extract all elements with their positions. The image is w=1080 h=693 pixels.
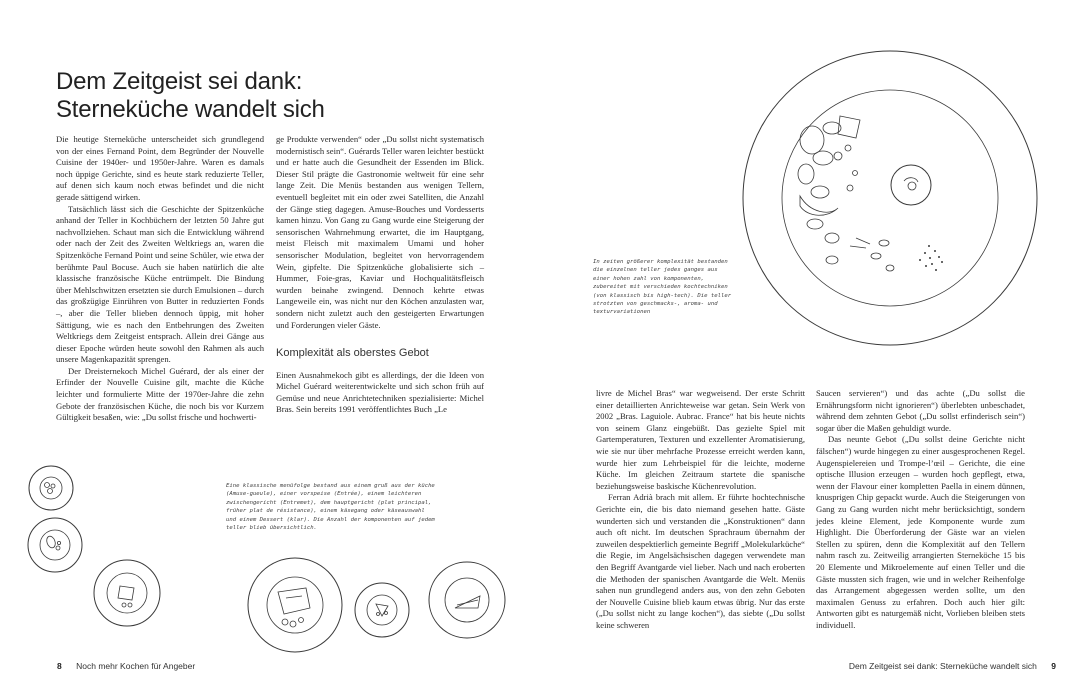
paragraph: Einen Ausnahmekoch gibt es allerdings, der die Ideen von Michel Guérard weiterentwickelte und sich schon früh auf Gemüse und neue Anrichtetechniken spezialisierte: Michel Bras. Sein bereits 1991 veröffentlichtes Buch „Le (276, 369, 484, 415)
paragraph: Saucen servieren“) und das achte („Du sollst die Ernährungsform nicht ignorieren“) überlebten unbeschadet, während dem zehnten Gebot („Du sollst erfinderisch sein“) sogar über die Maßen gehuldigt wurde. (816, 388, 1025, 433)
body-column-2 (276, 134, 484, 416)
plate-components-icon (798, 116, 943, 271)
plate-well-icon (782, 90, 998, 306)
plate-dessert-icon (429, 562, 505, 638)
paragraph: ge Produkte verwenden“ oder „Du sollst nicht systematisch modernistisch sein“. Guérards Teller waren leichter bestückt und er hatte auch die Gesundheit der Essenden im Blick. Dieser Stil prägte die Gastronomie weltweit für eine sehr lange Zeit. Die Menüs bestanden aus wenigen Tellern, eventuell begleitet mit ein oder zwei Satelliten, die Anzahl der Gänge stieg dagegen. Amuse-Bouches und Vordesserts kamen hinzu. Von Gang zu Gang wurde eine Steigerung der sensorischen Wahrnehmung erwartet, die im Hauptgang, meist Fleisch mit maximalem Umami und hoher sensorischer Modulation, begleitet von hervorragendem Wein, gipfelte. Die Spitzenküche globalisierte sich – Hummer, Foie-gras, Kaviar und Hochqualitätsfleisch wurden beinahe zwingend. Dennoch kehrte etwas Langeweile ein, was nicht nur den Köchen anzulasten war, sondern nicht zuletzt auch den gesteigerten Erwartungen und Forderungen vieler Gäste. (276, 134, 484, 330)
title-line-1: Dem Zeitgeist sei dank: (56, 68, 303, 95)
large-plate-icon (743, 51, 1037, 345)
paragraph: livre de Michel Bras“ war wegweisend. Der erste Schritt einer detaillierten Anrichteweise war getan. Sein Werk von 2002 „Bras. Laguiole. Aubrac. France“ hat bis heute nichts von seinem Glanz eingebüßt. Das gezielte Spiel mit Gartemperaturen, Texturen und exzellenter Aromatisierung, wie sie nur über mehrfache Prozesse erreicht werden kann, wurde hier zum Lehrbeispiel für die leichte, moderne Küche. Im gleichen Zeitraum startete die spanische beziehungsweise baskische Küchenrevolution. (596, 388, 805, 491)
plate-main-course-icon (248, 558, 342, 652)
footer-text-right (849, 661, 1056, 671)
body-column-1 (56, 134, 264, 424)
running-title-right: Dem Zeitgeist sei dank: Sterneküche wandelt sich (848, 661, 1037, 671)
plate-cheese-icon (355, 583, 409, 637)
complex-plate-illustration (720, 48, 1070, 378)
footer-text-left (57, 661, 195, 671)
plates-illustration (10, 450, 440, 650)
plate-entremet-icon (94, 560, 160, 626)
paragraph: Ferran Adrià brach mit allem. Er führte hochtechnische Gerichte ein, die bis dato niemand gesehen hatte. Gäste wunderten sich und verstanden die „Konstruktionen“ dann auch oft nicht. Im deutschen Sprachraum übernahm der zuweilen despektierlich gemeinte Begriff „Molekularküche“ die Regie, im Angelsächsischen dagegen verwendete man den Begriff Avantgarde viel lieber. Nach und nach eroberten die Methoden der spanischen Avantgarde die Welt. Menüs sahen nun grundlegend anders aus, von den zehn Geboten der Nouvelle Cuisine blieb kaum etwas übrig. Nur das erste („Du sollst nicht zu lange kochen“), das siebte („Du sollst keine schweren (596, 492, 805, 630)
handwritten-note-complexity: In zeiten größerer komplexität bestanden die einzelnen teller jedes ganges aus einer hohen zahl von komponenten, zubereitet mit verschieden kochtechniken (von klassisch bis high-tech). Die teller strotzten von geschmacks-, aroma- und texturvariationen (593, 259, 732, 316)
handwritten-note-menu: Eine klassische menüfolge bestand aus einem gruß aus der küche (Amuse-gueule), einer vorspeise (Entrée), einem leichteren zwischengericht (Entremet), dem hauptgericht (plat principal, früher plat de résistance), einem käsegang oder käseauswahl und einem Dessert (klar). Die Anzahl der komponenten auf jedem teller blieb übersichtlich. (226, 483, 435, 532)
paragraph: Das neunte Gebot („Du sollst deine Gerichte nicht fälschen“) wurde hingegen zu einer ausgesprochenen Regel. Augenspielereien und Trompe-l’œil – Gerichte, die eine optische Illusion erzeugen – wurden hoch gepflegt, etwa, wenn der Flavour einer kompletten Paella in einem dünnen, knusprigen Chip gepackt wurde. Auch die Steigerungen von Gang zu Gang wurden nicht mehr berücksichtigt, sondern jedes kleine Element, jede Komponente wurde zum Highlight. Die Überforderung der Gäste war an vielen Stellen zu spüren, denn die Komplexität auf den Tellern nahm rasch zu. Zeitweilig arrangierten Sterneköche 15 bis 20 Elemente und Mikroelemente auf einen Teller und die Gäste mussten sich fragen, wie und in welcher Reihenfolge das Arrangement abgegessen werden sollte, um den maximalen Genuss zu erfahren. Doch auch hier gilt: Antworten gibt es naturgemäß nicht, Vorlieben bleiben stets individuell. (816, 434, 1025, 630)
body-column-3 (596, 388, 805, 631)
running-title-left: Noch mehr Kochen für Angeber (76, 661, 196, 671)
paragraph: Die heutige Sterneküche unterscheidet sich grundlegend von der eines Fernand Point, dem Begründer der Nouvelle Cuisine der 1940er- und 1950er-Jahre. Waren es damals noch üppige Gerichte, sind es heute stark reduzierte Teller, auf denen sich kaum noch etwas befindet und die nicht gerade sättigend wirken. (56, 134, 264, 202)
paragraph: Der Dreisternekoch Michel Guérard, der als einer der Erfinder der Nouvelle Cuisine gilt, machte die Küche leichter und formulierte Mitte der 1970er-Jahre die zehn Gebote der französischen Küche, die noch bis vor Kurzem Gültigkeit besaßen, wie: „Du sollst frische und hochwerti- (56, 365, 264, 423)
subheading: Komplexität als oberstes Gebot (276, 347, 429, 360)
page-title (56, 68, 325, 124)
page-number-left: 8 (57, 661, 62, 671)
plate-entree-icon (28, 518, 82, 572)
page-number-right: 9 (1051, 661, 1056, 671)
title-line-2: Sterneküche wandelt sich (56, 96, 325, 123)
plate-amuse-icon (29, 466, 73, 510)
body-column-4 (816, 388, 1025, 631)
paragraph: Tatsächlich lässt sich die Geschichte der Spitzenküche anhand der Teller in Kochbüchern der letzten 50 Jahre gut nachvollziehen. Schaut man sich die Entwicklung während oder nach der Zeit des Zweiten Weltkriegs an, waren die Spitzenköche Fernand Point und seine Schüler, wie etwa der berühmte Paul Bocuse. Auch sie haben natürlich die alte klassische französische Küche entrümpelt. Die Bindung über Mehlschwitzen ersetzten sie durch Emulsionen – durch das großzügige Einrühren von Butter in reduzierten Fonds –, aber die Teller blieben dennoch üppig, mit hoher Sättigung, wie es nach den Entbehrungen des Zweiten Weltkriegs dem Zeitgeist entsprach. Allein drei Gänge aus dieser Epoche würden heute sowohl den Rahmen als auch unsere Magenkapazität sprengen. (56, 203, 264, 365)
